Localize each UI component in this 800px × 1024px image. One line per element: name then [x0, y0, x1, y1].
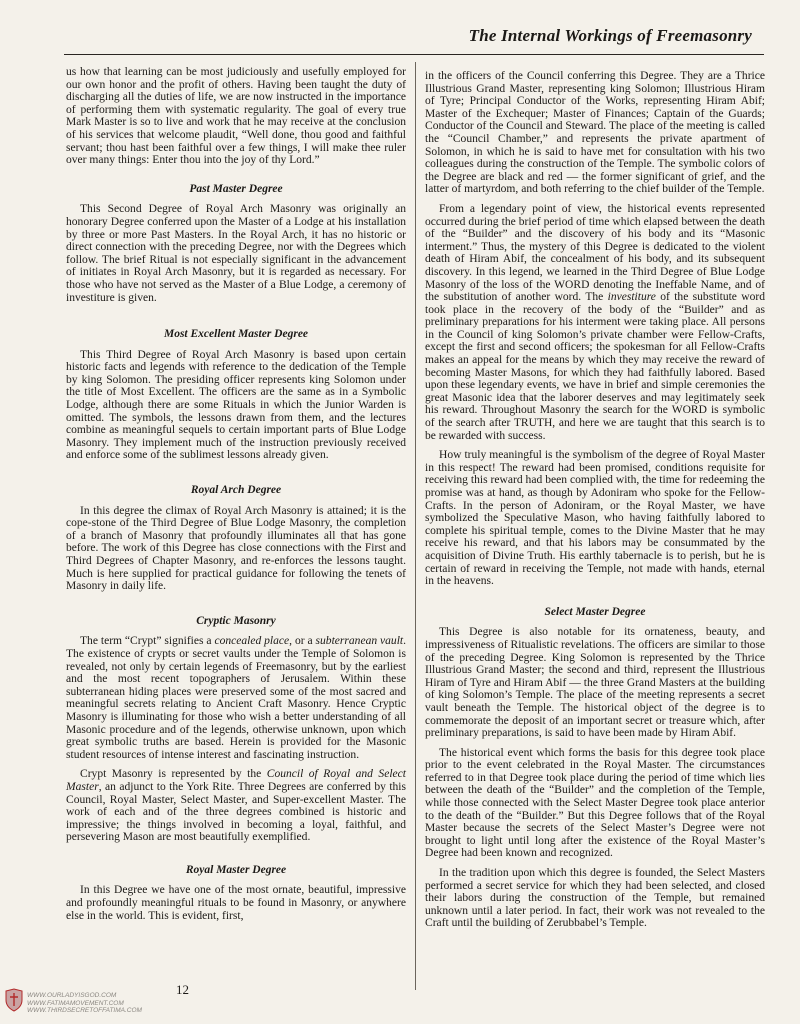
- select-master-paragraph-1: This Degree is also notable for its ornateness, beauty, and impressiveness of Ritualistic revelations. The officers are similar to those of the preceding Degree. King Solomon is represented by the Thrice Illustrious Grand Master; the second and third, represent the Illustrious Hiram of Tyre and Hiram Abif — the three Grand Masters at the building of king Solomon’s Temple. The place of the meeting represents a secret vault beneath the Temple. The historical object of the degree is to commemorate the deposit of an important secret or treasure which, after preliminary preparations, is said to have been made by Hiram Abif.: [425, 626, 765, 740]
- cryptic-heading: Cryptic Masonry: [196, 614, 276, 627]
- emphasis-subterranean-vault: subterranean vault: [315, 635, 404, 648]
- cryptic-paragraph-2: Crypt Masonry is represented by the Council of Royal and Select Master, an adjunct to the York Rite. Three Degrees are conferred by this Council, Royal Master, Select Master, and Super-excellent Master. The work of each and of the three degrees combined is historic and impressive; the things involved in becoming a loyal, faithful, and persevering Mason are most beautifully exemplified.: [66, 768, 406, 844]
- royal-arch-paragraph: In this degree the climax of Royal Arch Masonry is attained; it is the cope-stone of the Third Degree of Blue Lodge Masonry, the completion of a branch of Masonry that profoundly illuminates all that has gone before. The work of this Degree has close connections with the First and Third Degrees of Chapter Masonry, and re-enforces the lessons taught. Much is here supplied for practical guidance for following the tenets of Masonry in daily life.: [66, 504, 406, 593]
- page-title: The Internal Workings of Freemasonry: [468, 26, 752, 45]
- watermark-urls: [27, 992, 142, 1015]
- url-line-1: WWW.OURLADYISGOD.COM: [27, 992, 117, 999]
- royal-master-heading: Royal Master Degree: [185, 863, 287, 876]
- most-excellent-paragraph: This Third Degree of Royal Arch Masonry is based upon certain historic facts and legends with reference to the dedication of the Temple by king Solomon. The presiding officer represents king Solomon under the title of Most Excellent. The officers are the same as in a Symbolic Lodge, although there are some Rituals in which the Junior Warden is omitted. The symbols, the lessons drawn from them, and the lectures combine as meaningful sequels to certain important parts of Blue Lodge Masonry. They implement much of the instruction previously received and enforce some of the sublimest lessons already given.: [66, 348, 406, 462]
- shield-logo-icon: [4, 988, 24, 1012]
- intro-paragraph: us how that learning can be most judiciously and usefully employed for our own honor and the profit of others. Having been taught the duty of discharging all the duties of life, we are now instructed in the importance of performing them with systematic regularity. The goal of every true Mark Master is so to live and work that he may receive at the conclusion of his services that welcome plaudit, “Well done, thou good and faithful servant; thou hast been faithful over a few things, I will make thee ruler over many things: Enter thou into the joy of thy Lord.”: [66, 66, 406, 167]
- royal-master-paragraph: In this Degree we have one of the most ornate, beautiful, impressive and profoundly meaningful rituals to be found in Masonry, or anywhere else in the world. This is evident, first,: [66, 884, 406, 922]
- cryptic-paragraph-1: The term “Crypt” signifies a concealed place, or a subterranean vault. The existence of crypts or secret vaults under the Temple of Solomon is revealed, not only by certain legends of Freemasonry, but by the earliest and the most recent topographers of Jerusalem. Within these subterranean hiding places were preserved some of the most sacred and meaningful secrets relating to Ancient Craft Masonry. Hence Cryptic Masonry is illuminating for those who wish a better understanding of all Masonic procedure and of the legends, otherwise unknown, upon which great symbolic truths are based. Herein is provided for the Masonic student resources of intense interest and fascinating instruction.: [66, 635, 406, 761]
- emphasis-investiture: investiture: [607, 291, 656, 304]
- emphasis-council: Council of Royal and Select Master: [66, 768, 406, 793]
- emphasis-concealed-place: concealed place: [214, 635, 290, 648]
- url-line-2: WWW.FATIMAMOVEMENT.COM: [27, 999, 124, 1007]
- column-divider: [415, 62, 416, 990]
- page-footer: [0, 980, 800, 1024]
- past-master-paragraph: This Second Degree of Royal Arch Masonry was originally an honorary Degree conferred upon the Master of a Lodge at his installation by three or more Past Masters. In the Royal Arch, it has no historic or direct connection with the preceding Degree, nor with the Degrees which follow. The brief Ritual is not especially significant in the advancement of initiates in Royal Arch Masonry, but it is regarded as necessary. For those who have not served as the Master of a Blue Lodge, a ceremony of investiture is given.: [66, 203, 406, 304]
- past-master-heading: Past Master Degree: [189, 182, 283, 195]
- running-header: [64, 22, 764, 55]
- symbolism-paragraph: How truly meaningful is the symbolism of the degree of Royal Master in this respect! The reward had been promised, conditions requisite for receiving this reward had been complied with, the time for redeeming the promise was at hand, as though by Adoniram who spoke for the Fellow-Crafts. In the person of Adoniram, or the Royal Master, we have symbolized the Speculative Mason, who having faithfully labored to complete his spiritual temple, comes to the Divine Master that he may receive his reward, and that his labors may be consummated by the acquisition of Divine Truth. His earthly tabernacle is to perish, but he is certain of reward in receiving the Temple, not made with hands, eternal in the heavens.: [425, 449, 765, 588]
- left-column: [66, 66, 406, 929]
- url-line-3: WWW.THIRDSECRETOFFATIMA.COM: [27, 1007, 142, 1014]
- royal-arch-heading: Royal Arch Degree: [190, 484, 282, 497]
- select-master-paragraph-3: In the tradition upon which this degree is founded, the Select Masters performed a secret service for which they had been selected, and closed their labors during the construction of the Temple, but remained unknown until a later period. In fact, their work was not revealed to the Craft until the building of Zerubbabel’s Temple.: [425, 867, 765, 930]
- page-number: 12: [176, 982, 189, 997]
- right-column: [425, 70, 765, 937]
- select-master-paragraph-2: The historical event which forms the basis for this degree took place prior to the event celebrated in the Royal Master. The circumstances referred to in that Degree took place during the period of time which lies between the death of the “Builder” and the completion of the Temple, while those connected with the Select Master Degree took place anterior to the death of the “Builder.” But this Degree follows that of the Royal Master because the secrets of the Select Master’s Degree were not brought to light until long after the existence of the Royal Master’s Degree had been known and recognized.: [425, 746, 765, 860]
- legendary-paragraph: From a legendary point of view, the historical events represented occurred during the brief period of time which elapsed between the death of the “Builder” and the discovery of his body and its “Masonic interment.” Thus, the mystery of this Degree is dedicated to the violent death of Hiram Abif, the concealment of his body, and its subsequent discovery. In this legend, we learned in the Third Degree of Blue Lodge Masonry of the loss of the WORD denoting the Ineffable Name, and of the substitution of another word. The investiture of the substitute word took place in the recovery of the body of the “Builder” and as preliminary preparations for his interment were taking place. All persons in the Council of king Solomon’s private chamber were Fellow-Crafts, except the first and second officers; the spokesman for all Fellow-Crafts makes an appeal for the means by which they may receive the reward of becoming Master Masons, for which they had faithfully labored. Based upon these legendary events, we have in brief and simple ceremonies the great Masonic idea that the laborer deserves and may legitimately seek his reward. Throughout Masonry the search for the WORD is symbolic of the search after TRUTH, and here we are taught that this search is to be rewarded with success.: [425, 202, 765, 442]
- select-master-heading: Select Master Degree: [544, 605, 646, 618]
- officers-paragraph: in the officers of the Council conferring this Degree. They are a Thrice Illustrious Grand Master, representing king Solomon; Illustrious Hiram of Tyre; Principal Conductor of the Works, representing Hiram Abif; Master of the Exchequer; Master of Finances; Captain of the Guards; Conductor of the Council and Steward. The place of the meeting is called the “Council Chamber,” and represents the private apartment of Solomon, in which he is said to have met for consultation with his two colleagues during the construction of the Temple. The symbolic colors of the Degree are black and red — the former significant of grief, and the latter of martyrdom, and both referring to the chief builder of the Temple.: [425, 70, 765, 196]
- most-excellent-heading: Most Excellent Master Degree: [163, 328, 309, 341]
